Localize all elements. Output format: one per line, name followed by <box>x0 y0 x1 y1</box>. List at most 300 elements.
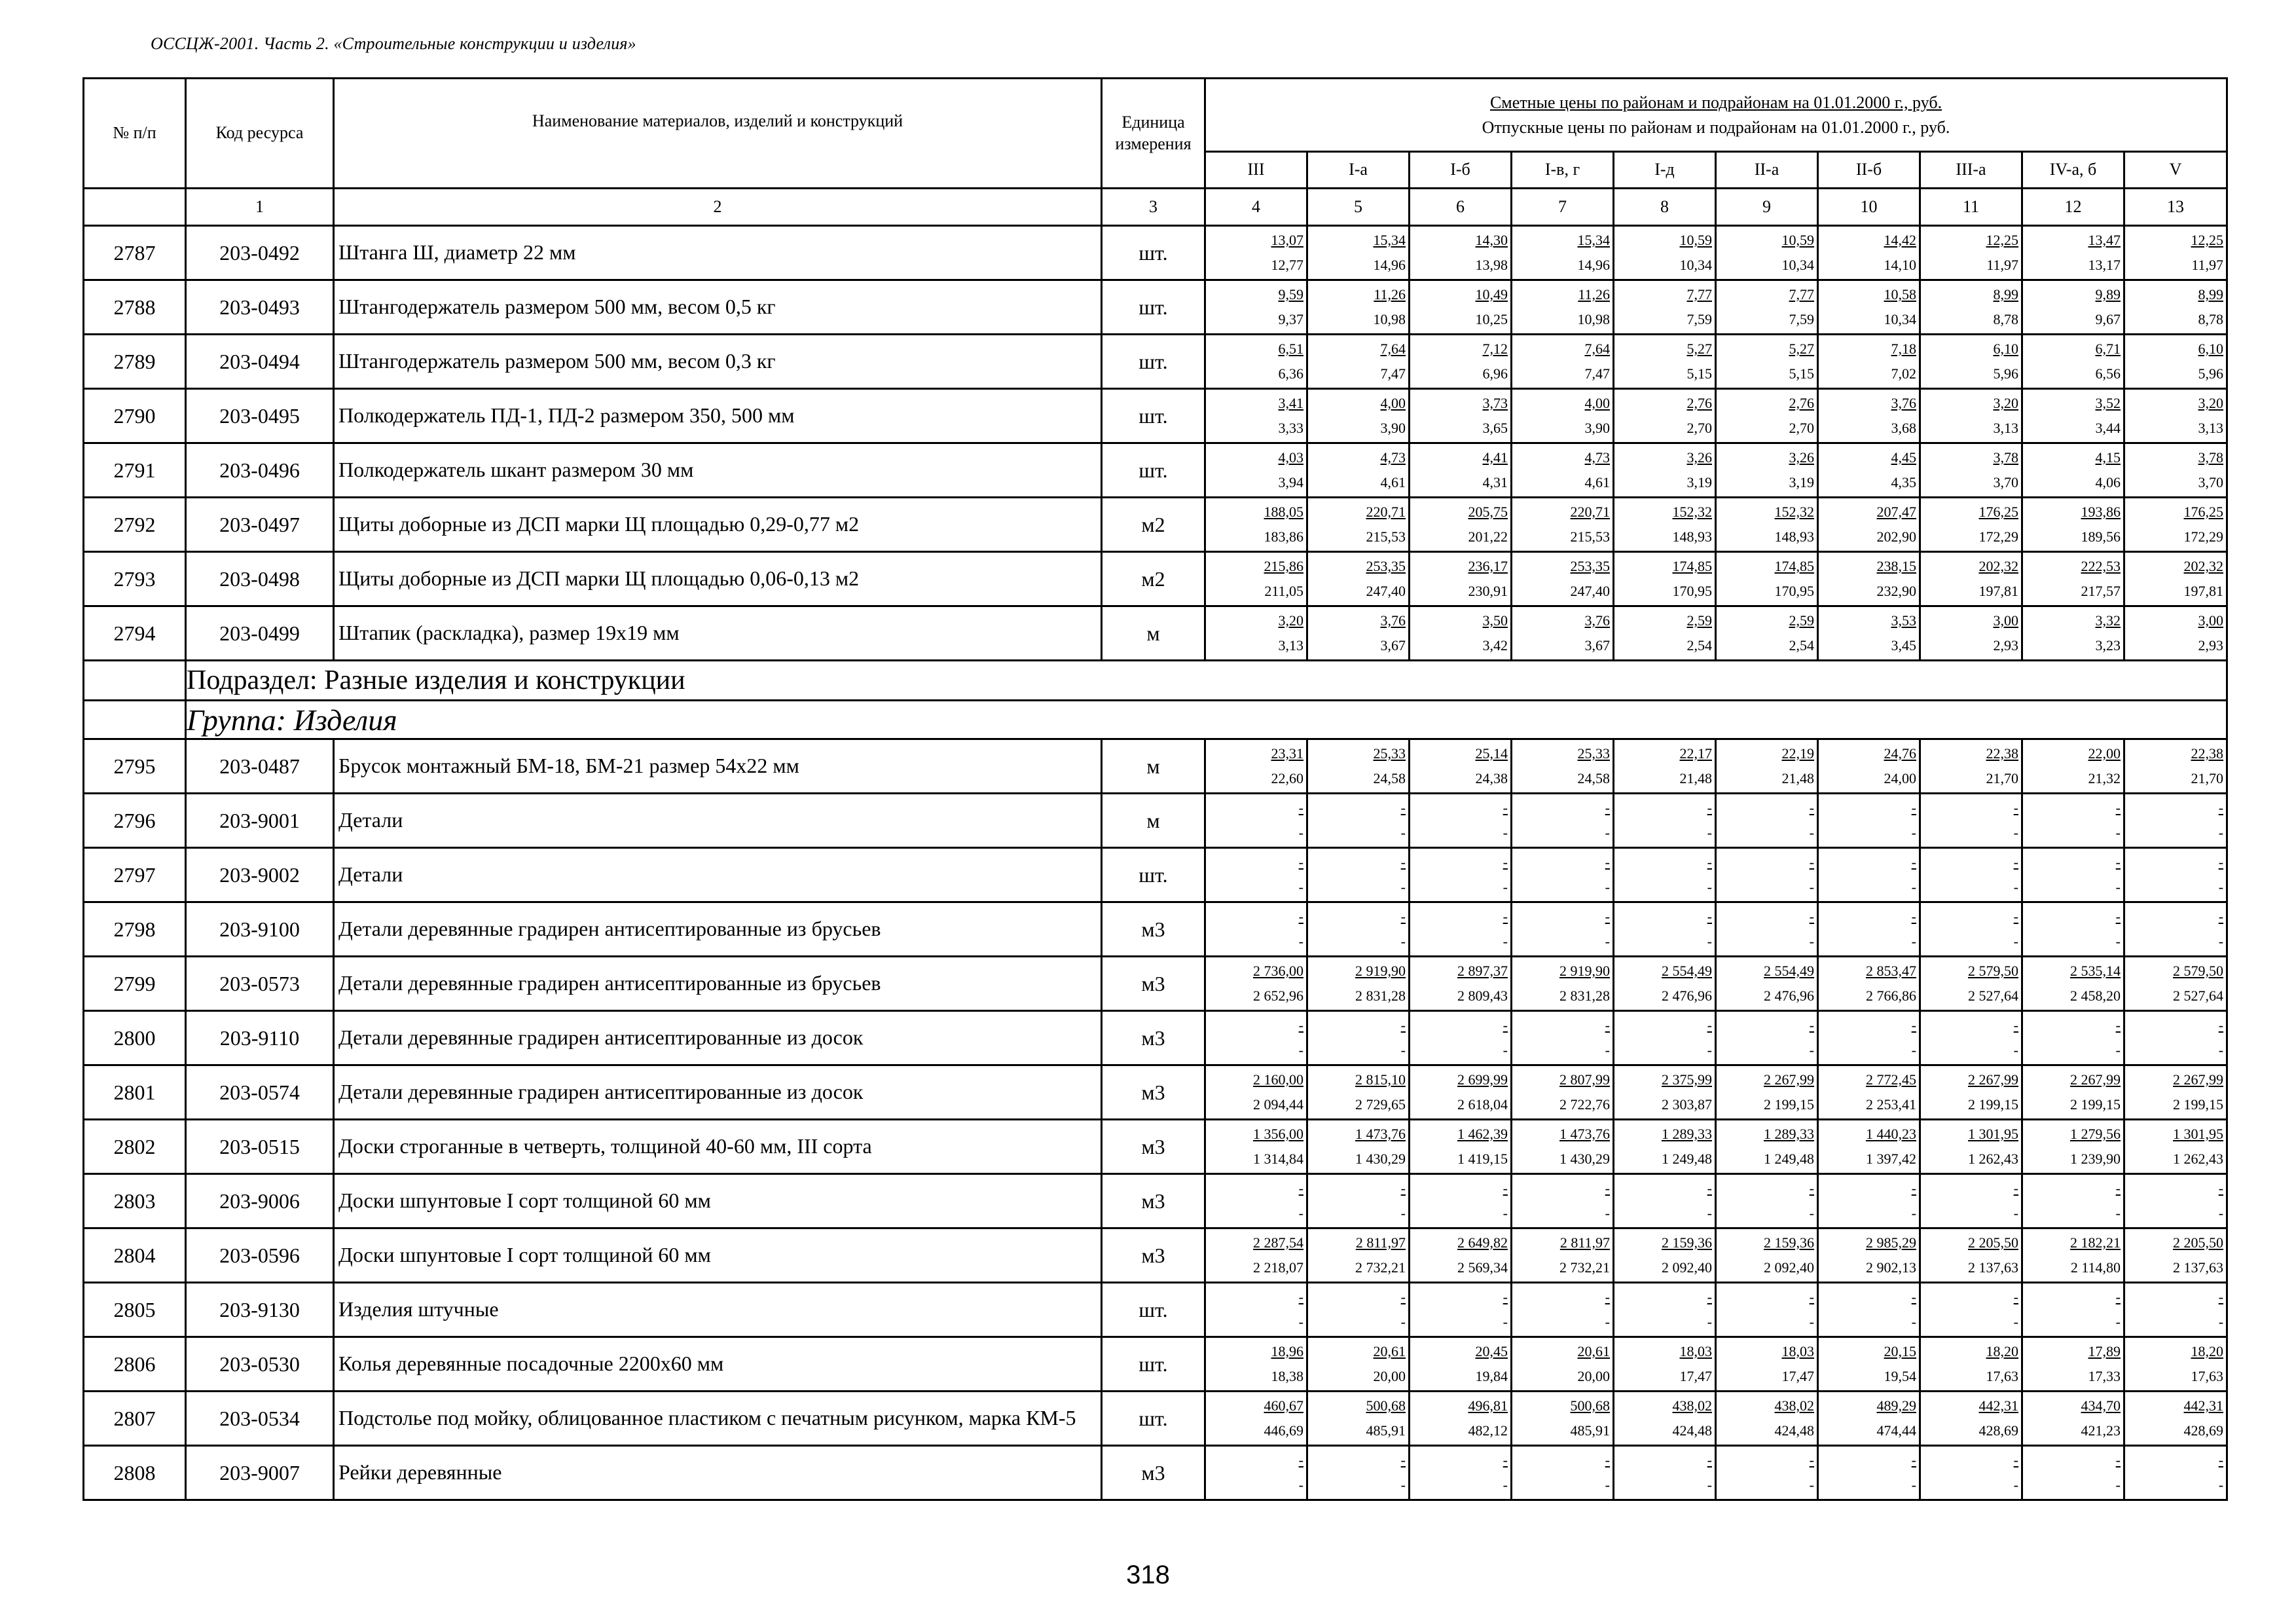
wholesale-price: 2 114,80 <box>2070 1259 2121 1276</box>
wholesale-price: 4,61 <box>1584 474 1610 490</box>
wholesale-price: 7,59 <box>1789 311 1814 327</box>
unit: шт. <box>1102 848 1205 902</box>
estimate-price: - <box>1809 1452 1814 1468</box>
estimate-price: - <box>1503 854 1508 870</box>
price-cell <box>1205 226 1307 280</box>
wholesale-price: 230,91 <box>1468 583 1508 599</box>
column-number: 4 <box>1205 189 1307 226</box>
price-cell <box>1716 1337 1818 1392</box>
wholesale-price: 474,44 <box>1876 1422 1916 1439</box>
price-cell <box>1307 902 1410 957</box>
wholesale-price: 1 419,15 <box>1457 1151 1508 1167</box>
wholesale-price: 10,34 <box>1884 311 1916 327</box>
wholesale-price: 482,12 <box>1468 1422 1508 1439</box>
wholesale-price: 13,98 <box>1475 257 1508 273</box>
wholesale-price: 2 199,15 <box>2070 1096 2121 1113</box>
estimate-price: 18,20 <box>1986 1343 2018 1359</box>
estimate-price: 4,41 <box>1482 449 1508 466</box>
material-name: Полкодержатель ПД-1, ПД-2 размером 350, 500 мм <box>334 389 1102 443</box>
price-cell <box>1614 957 1716 1011</box>
estimate-price: 7,64 <box>1380 341 1406 357</box>
estimate-price: 9,59 <box>1278 286 1303 303</box>
price-cell <box>2124 902 2227 957</box>
price-cell <box>1410 1337 1512 1392</box>
wholesale-price: - <box>1911 879 1916 895</box>
material-name: Детали деревянные градирен антисептированные из брусьев <box>334 957 1102 1011</box>
unit: шт. <box>1102 1392 1205 1446</box>
estimate-price: 2 375,99 <box>1662 1071 1712 1088</box>
wholesale-price: 11,97 <box>2191 257 2224 273</box>
wholesale-price: 3,13 <box>1993 420 2018 436</box>
wholesale-price: 485,91 <box>1570 1422 1610 1439</box>
table-row <box>84 848 2227 902</box>
wholesale-price: - <box>2115 1477 2121 1493</box>
wholesale-price: 2 569,34 <box>1457 1259 1508 1276</box>
wholesale-price: 13,17 <box>2088 257 2121 273</box>
wholesale-price: 2 527,64 <box>1968 987 2018 1004</box>
price-cell <box>1205 443 1307 498</box>
wholesale-price: 1 262,43 <box>1968 1151 2018 1167</box>
wholesale-price: 3,67 <box>1380 637 1406 654</box>
price-cell <box>2022 498 2124 552</box>
wholesale-price: 2,70 <box>1686 420 1712 436</box>
wholesale-price: 24,58 <box>1373 770 1406 786</box>
wholesale-price: 2 652,96 <box>1253 987 1303 1004</box>
row-number: 2804 <box>84 1228 186 1283</box>
price-cell <box>2124 1174 2227 1228</box>
wholesale-price: 17,47 <box>1781 1368 1814 1384</box>
row-number: 2788 <box>84 280 186 335</box>
estimate-price: 1 279,56 <box>2070 1126 2121 1142</box>
resource-code: 203-9006 <box>186 1174 334 1228</box>
price-cell <box>1307 1283 1410 1337</box>
estimate-price: 14,30 <box>1475 232 1508 248</box>
region-header: III <box>1205 152 1307 189</box>
price-cell <box>2124 1392 2227 1446</box>
table-body-upper <box>84 226 2227 661</box>
price-cell <box>1205 280 1307 335</box>
estimate-price: - <box>1911 1452 1916 1468</box>
price-cell <box>1410 1228 1512 1283</box>
wholesale-price: 189,56 <box>2081 528 2121 545</box>
row-number: 2806 <box>84 1337 186 1392</box>
price-cell <box>1716 1228 1818 1283</box>
estimate-price: 20,45 <box>1475 1343 1508 1359</box>
price-cell <box>1920 389 2022 443</box>
price-cell <box>1818 443 1920 498</box>
estimate-price: - <box>1911 1017 1916 1033</box>
table-row <box>84 226 2227 280</box>
material-name: Штанга Ш, диаметр 22 мм <box>334 226 1102 280</box>
estimate-price: - <box>2218 800 2224 816</box>
region-header: I-а <box>1307 152 1410 189</box>
estimate-price: 2,59 <box>1686 612 1712 629</box>
wholesale-price: - <box>2115 1042 2121 1058</box>
wholesale-price: - <box>1605 879 1610 895</box>
price-cell <box>1716 552 1818 606</box>
estimate-price: - <box>2218 1180 2224 1196</box>
price-cell <box>1920 1337 2022 1392</box>
price-cell <box>1410 848 1512 902</box>
estimate-price: - <box>1809 800 1814 816</box>
price-cell <box>1716 443 1818 498</box>
estimate-price: 14,42 <box>1884 232 1916 248</box>
table-row <box>84 1283 2227 1337</box>
wholesale-price: - <box>1298 879 1303 895</box>
price-cell <box>2124 606 2227 661</box>
wholesale-price: 3,45 <box>1891 637 1916 654</box>
row-number: 2787 <box>84 226 186 280</box>
estimate-price: - <box>1605 1180 1610 1196</box>
price-cell <box>1410 794 1512 848</box>
wholesale-price: 2 458,20 <box>2070 987 2121 1004</box>
price-cell <box>1716 848 1818 902</box>
price-cell <box>1512 1228 1614 1283</box>
estimate-price: 460,67 <box>1264 1397 1303 1414</box>
wholesale-price: 183,86 <box>1264 528 1303 545</box>
wholesale-price: 7,59 <box>1686 311 1712 327</box>
estimate-price: - <box>1400 1289 1406 1305</box>
price-cell <box>1512 606 1614 661</box>
wholesale-price: 2,93 <box>2198 637 2224 654</box>
estimate-price: 10,59 <box>1679 232 1712 248</box>
wholesale-price: 424,48 <box>1774 1422 1814 1439</box>
price-cell <box>1410 902 1512 957</box>
estimate-price: 7,64 <box>1584 341 1610 357</box>
price-cell <box>1818 848 1920 902</box>
estimate-price: - <box>1911 908 1916 925</box>
unit: м3 <box>1102 1065 1205 1120</box>
estimate-price: 6,71 <box>2095 341 2121 357</box>
wholesale-price: 12,77 <box>1271 257 1303 273</box>
price-cell <box>1512 226 1614 280</box>
material-name: Доски строганные в четверть, толщиной 40-60 мм, III сорта <box>334 1120 1102 1174</box>
price-cell <box>1614 1228 1716 1283</box>
wholesale-price: 1 262,43 <box>2173 1151 2224 1167</box>
wholesale-price: 446,69 <box>1264 1422 1303 1439</box>
wholesale-price: 2 218,07 <box>1253 1259 1303 1276</box>
estimate-price: - <box>2013 1017 2018 1033</box>
estimate-price: 2 919,90 <box>1559 963 1610 979</box>
wholesale-price: - <box>1911 1314 1916 1330</box>
estimate-price: 3,73 <box>1482 395 1508 411</box>
wholesale-price: 2 137,63 <box>1968 1259 2018 1276</box>
estimate-price: 2 807,99 <box>1559 1071 1610 1088</box>
wholesale-price: - <box>1707 1314 1712 1330</box>
price-cell <box>2124 389 2227 443</box>
unit: м <box>1102 739 1205 794</box>
estimate-price: 2 535,14 <box>2070 963 2121 979</box>
price-cell <box>1410 1174 1512 1228</box>
resource-code: 203-0596 <box>186 1228 334 1283</box>
region-header: II-а <box>1716 152 1818 189</box>
region-header: V <box>2124 152 2227 189</box>
wholesale-price: 4,35 <box>1891 474 1916 490</box>
price-cell <box>1205 1446 1307 1500</box>
column-number: 9 <box>1716 189 1818 226</box>
wholesale-price: - <box>1503 1477 1508 1493</box>
price-cell <box>1818 498 1920 552</box>
wholesale-price: - <box>1298 1477 1303 1493</box>
estimate-price: - <box>1911 854 1916 870</box>
price-cell <box>1716 335 1818 389</box>
estimate-price: - <box>1707 800 1712 816</box>
estimate-price: 2,59 <box>1789 612 1814 629</box>
wholesale-price: - <box>2115 1205 2121 1221</box>
wholesale-price: 5,15 <box>1686 365 1712 382</box>
price-cell <box>1205 335 1307 389</box>
price-cell <box>1920 280 2022 335</box>
column-number: 13 <box>2124 189 2227 226</box>
estimate-price: - <box>1911 800 1916 816</box>
price-cell <box>1920 902 2022 957</box>
price-cell <box>1716 280 1818 335</box>
price-cell <box>1307 1065 1410 1120</box>
estimate-price: 6,10 <box>2198 341 2224 357</box>
column-number: 1 <box>186 189 334 226</box>
price-cell <box>1818 335 1920 389</box>
wholesale-price: 170,95 <box>1672 583 1712 599</box>
estimate-price: 25,14 <box>1475 745 1508 762</box>
price-cell <box>2124 552 2227 606</box>
resource-code: 203-0498 <box>186 552 334 606</box>
estimate-price: 2 159,36 <box>1764 1234 1814 1251</box>
material-name: Брусок монтажный БМ-18, БМ-21 размер 54х22 мм <box>334 739 1102 794</box>
table-row <box>84 1174 2227 1228</box>
table-row <box>84 957 2227 1011</box>
resource-code: 203-9100 <box>186 902 334 957</box>
estimate-price: 8,99 <box>1993 286 2018 303</box>
wholesale-price: 2 766,86 <box>1866 987 1916 1004</box>
price-cell <box>1410 739 1512 794</box>
table-row <box>84 552 2227 606</box>
price-cell <box>1614 902 1716 957</box>
estimate-price: - <box>2218 1289 2224 1305</box>
subsection-blank <box>84 661 186 701</box>
price-table <box>82 77 2228 1501</box>
price-cell <box>1410 1065 1512 1120</box>
wholesale-price: 24,58 <box>1577 770 1610 786</box>
material-name: Штапик (раскладка), размер 19х19 мм <box>334 606 1102 661</box>
table-row <box>84 1011 2227 1065</box>
estimate-price: 489,29 <box>1876 1397 1916 1414</box>
price-cell <box>1307 280 1410 335</box>
estimate-price: - <box>1298 1180 1303 1196</box>
wholesale-price: 24,38 <box>1475 770 1508 786</box>
price-title-wholesale: Отпускные цены по районам и подрайонам на 01.01.2000 г., руб. <box>1482 117 1950 137</box>
price-cell <box>2022 1337 2124 1392</box>
wholesale-price: - <box>1400 1314 1406 1330</box>
estimate-price: 15,34 <box>1373 232 1406 248</box>
price-cell <box>1920 1283 2022 1337</box>
price-cell <box>1716 1174 1818 1228</box>
estimate-price: - <box>2013 1289 2018 1305</box>
material-name: Штангодержатель размером 500 мм, весом 0,3 кг <box>334 335 1102 389</box>
wholesale-price: 3,90 <box>1380 420 1406 436</box>
estimate-price: 3,00 <box>2198 612 2224 629</box>
page-number: 318 <box>1126 1560 1170 1589</box>
price-cell <box>1614 552 1716 606</box>
estimate-price: - <box>1605 1289 1610 1305</box>
group-row <box>84 701 2227 739</box>
price-cell <box>2124 498 2227 552</box>
price-cell <box>1716 1011 1818 1065</box>
price-cell <box>1307 1011 1410 1065</box>
unit: м3 <box>1102 957 1205 1011</box>
price-cell <box>1205 902 1307 957</box>
wholesale-price: - <box>1809 824 1814 841</box>
price-cell <box>2022 1120 2124 1174</box>
estimate-price: 2 815,10 <box>1355 1071 1406 1088</box>
wholesale-price: 2 618,04 <box>1457 1096 1508 1113</box>
wholesale-price: 3,33 <box>1278 420 1303 436</box>
estimate-price: 4,73 <box>1584 449 1610 466</box>
price-cell <box>1614 443 1716 498</box>
header-num: № п/п <box>84 79 186 189</box>
wholesale-price: - <box>1503 1314 1508 1330</box>
row-number: 2795 <box>84 739 186 794</box>
wholesale-price: 2 253,41 <box>1866 1096 1916 1113</box>
wholesale-price: 2,93 <box>1993 637 2018 654</box>
wholesale-price: 2 809,43 <box>1457 987 1508 1004</box>
wholesale-price: - <box>1809 1205 1814 1221</box>
unit: м <box>1102 606 1205 661</box>
unit: м3 <box>1102 1120 1205 1174</box>
row-number: 2790 <box>84 389 186 443</box>
price-cell <box>1307 957 1410 1011</box>
estimate-price: 253,35 <box>1570 558 1610 574</box>
region-header: I-б <box>1410 152 1512 189</box>
material-name: Полкодержатель шкант размером 30 мм <box>334 443 1102 498</box>
price-cell <box>2022 226 2124 280</box>
material-name: Изделия штучные <box>334 1283 1102 1337</box>
estimate-price: 236,17 <box>1468 558 1508 574</box>
wholesale-price: - <box>1400 933 1406 950</box>
estimate-price: - <box>1707 908 1712 925</box>
estimate-price: 2 267,99 <box>2173 1071 2224 1088</box>
estimate-price: 3,26 <box>1789 449 1814 466</box>
estimate-price: 15,34 <box>1577 232 1610 248</box>
price-cell <box>2022 1065 2124 1120</box>
price-cell <box>1920 226 2022 280</box>
price-cell <box>2124 957 2227 1011</box>
estimate-price: - <box>1707 1289 1712 1305</box>
price-cell <box>2022 1011 2124 1065</box>
row-number: 2792 <box>84 498 186 552</box>
wholesale-price: - <box>2013 1477 2018 1493</box>
wholesale-price: - <box>1400 1042 1406 1058</box>
price-cell <box>1920 739 2022 794</box>
estimate-price: - <box>2013 854 2018 870</box>
wholesale-price: 10,98 <box>1373 311 1406 327</box>
price-cell <box>1920 1120 2022 1174</box>
estimate-price: 11,26 <box>1578 286 1610 303</box>
price-cell <box>1614 1337 1716 1392</box>
estimate-price: 2 579,50 <box>1968 963 2018 979</box>
estimate-price: 3,00 <box>1993 612 2018 629</box>
estimate-price: 3,76 <box>1584 612 1610 629</box>
column-number: 7 <box>1512 189 1614 226</box>
price-cell <box>1512 739 1614 794</box>
table-body-lower <box>84 739 2227 1500</box>
price-cell <box>1410 280 1512 335</box>
estimate-price: 193,86 <box>2081 504 2121 520</box>
estimate-price: 152,32 <box>1672 504 1712 520</box>
estimate-price: - <box>1298 854 1303 870</box>
wholesale-price: 3,65 <box>1482 420 1508 436</box>
material-name: Детали деревянные градирен антисептированные из досок <box>334 1065 1102 1120</box>
price-cell <box>1512 1011 1614 1065</box>
subsection-title: Подраздел: Разные изделия и конструкции <box>186 661 2227 701</box>
estimate-price: 2 897,37 <box>1457 963 1508 979</box>
row-number: 2807 <box>84 1392 186 1446</box>
estimate-price: 2 267,99 <box>1968 1071 2018 1088</box>
price-cell <box>1512 1337 1614 1392</box>
estimate-price: 13,07 <box>1271 232 1303 248</box>
estimate-price: 2 205,50 <box>2173 1234 2224 1251</box>
estimate-price: 4,45 <box>1891 449 1916 466</box>
region-header: I-в, г <box>1512 152 1614 189</box>
wholesale-price: 2 199,15 <box>1968 1096 2018 1113</box>
estimate-price: 3,76 <box>1891 395 1916 411</box>
estimate-price: 442,31 <box>1978 1397 2018 1414</box>
price-cell <box>1716 957 1818 1011</box>
estimate-price: 5,27 <box>1789 341 1814 357</box>
wholesale-price: 3,94 <box>1278 474 1303 490</box>
price-cell <box>1920 848 2022 902</box>
price-cell <box>1307 606 1410 661</box>
wholesale-price: 21,48 <box>1781 770 1814 786</box>
estimate-price: - <box>2115 1180 2121 1196</box>
estimate-price: - <box>2115 800 2121 816</box>
price-cell <box>1614 1174 1716 1228</box>
wholesale-price: - <box>2013 824 2018 841</box>
wholesale-price: 211,05 <box>1264 583 1303 599</box>
resource-code: 203-0495 <box>186 389 334 443</box>
estimate-price: 207,47 <box>1876 504 1916 520</box>
unit: м3 <box>1102 1011 1205 1065</box>
estimate-price: 205,75 <box>1468 504 1508 520</box>
price-cell <box>1307 389 1410 443</box>
wholesale-price: - <box>1809 1314 1814 1330</box>
wholesale-price: 215,53 <box>1570 528 1610 545</box>
wholesale-price: - <box>1911 1042 1916 1058</box>
wholesale-price: - <box>2218 824 2224 841</box>
price-cell <box>1920 552 2022 606</box>
estimate-price: 23,31 <box>1271 745 1303 762</box>
estimate-price: - <box>2218 1452 2224 1468</box>
price-cell <box>1512 957 1614 1011</box>
estimate-price: - <box>1707 1452 1712 1468</box>
wholesale-price: 2 092,40 <box>1662 1259 1712 1276</box>
wholesale-price: 1 249,48 <box>1662 1151 1712 1167</box>
estimate-price: 12,25 <box>1986 232 2018 248</box>
resource-code: 203-9001 <box>186 794 334 848</box>
wholesale-price: - <box>1298 933 1303 950</box>
wholesale-price: 4,31 <box>1482 474 1508 490</box>
wholesale-price: 3,44 <box>2095 420 2121 436</box>
price-cell <box>2124 1065 2227 1120</box>
table-row <box>84 902 2227 957</box>
estimate-price: 6,51 <box>1278 341 1303 357</box>
wholesale-price: 19,84 <box>1475 1368 1508 1384</box>
row-number: 2791 <box>84 443 186 498</box>
price-cell <box>1614 1392 1716 1446</box>
wholesale-price: 3,70 <box>1993 474 2018 490</box>
wholesale-price: 21,70 <box>1986 770 2018 786</box>
estimate-price: 2 159,36 <box>1662 1234 1712 1251</box>
wholesale-price: 2 092,40 <box>1764 1259 1814 1276</box>
